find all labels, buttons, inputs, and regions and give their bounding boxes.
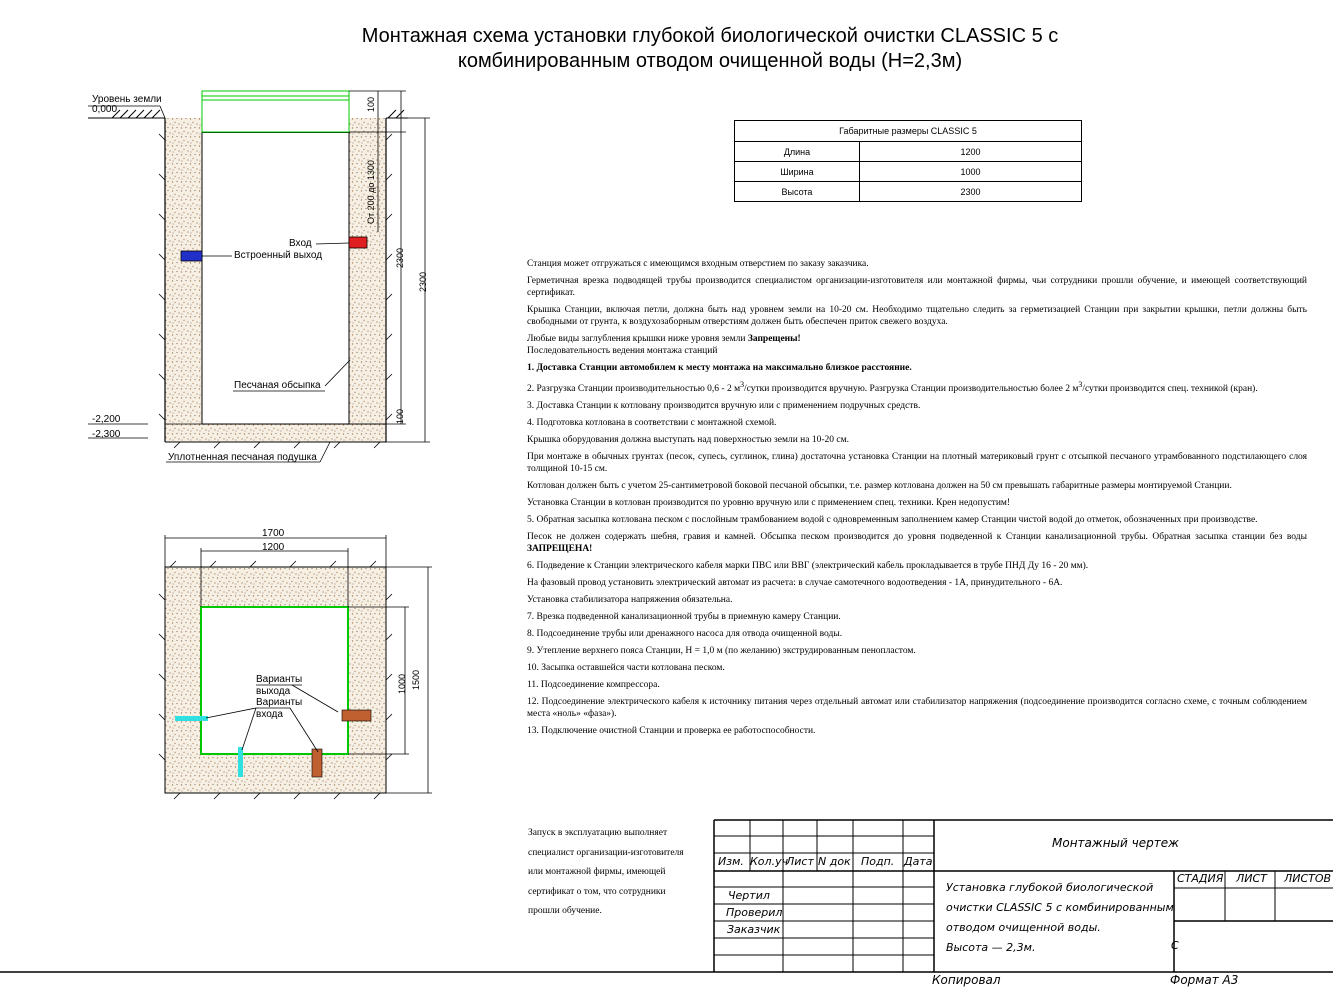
plan-inlet-variant-bottom [312,749,322,777]
dim-total-2300: 2300 [418,271,428,292]
dim-station-width: 1200 [262,542,285,553]
dim-pit-width: 1700 [262,528,285,539]
dim-row-name: Ширина [735,162,860,182]
dim-top-100: 100 [366,96,376,112]
dim-row-value: 1000 [860,162,1082,182]
ground-level-value: 0,000 [92,104,118,115]
plan-outlet-variant-bottom [238,747,243,777]
plan-view [159,535,432,799]
section-view [88,91,430,462]
note-paragraph: Станция может отгружаться с имеющимся входным отверстием по заказу заказчика. [527,259,869,269]
step-1: 1. Доставка Станции автомобилем к месту монтажа на максимально близкое расстояние. [527,363,912,373]
col-kol-uch: Кол.уч [750,855,789,868]
note-paragraph: Последовательность ведения монтажа станций [527,346,718,356]
note-text: Песок не должен содержать шебня, гравия и камней. Обсыпка песком производится до уровня подведенной к Станции канализационной трубы. Обратная засыпка станции без воды [527,532,1307,543]
col-data: Дата [904,855,933,868]
inlet-label: Вход [289,238,312,249]
dim-inlet-range: От 200 до 1300 [366,160,376,224]
desc-line-4: Высота — 2,3м. [946,941,1036,954]
note-paragraph [527,531,1307,555]
dim-row-value: 2300 [860,182,1082,202]
inlet-pipe [349,237,367,248]
cushion-label: Уплотненная песчаная подушка [168,452,317,463]
note-warning: Запрещены! [747,334,801,344]
sand-fill-label: Песчаная обсыпка [234,380,321,391]
note-paragraph: На фазовый провод установить электрический автомат из расчета: в случае самотечного водоотведения - 1А, принудительного - 6А. [527,578,1063,589]
level-2200: -2,200 [92,414,121,425]
step-4: 4. Подготовка котлована в соответствии с монтажной схемой. [527,418,777,429]
level-2300: -2,300 [92,429,121,440]
stage-value: С [1171,939,1179,952]
step-12: 12. Подсоединение электрического кабеля к источнику питания через отдельный автомат или стабилизатор напряжения (подсоединение производится согласно схеме, с точным соблюдением места «ноль» «фаза»). [527,697,1307,720]
note-text: /сутки производится вручную. Разгрузка Станции производительностью более 2 м [744,384,1079,395]
note-text: /сутки производится спец. техникой (кран). [1082,384,1258,395]
sheets-header: ЛИСТОВ [1284,872,1332,885]
station-lid [202,91,349,132]
dimensions-table [734,120,1082,202]
launch-note [528,824,713,922]
dim-row-name: Высота [735,182,860,202]
col-podp: Подп. [861,855,895,868]
desc-line-3: отводом очищенной воды. [946,921,1101,934]
step-9: 9. Утепление верхнего пояса Станции, Н = 1,0 м (по желанию) экструдированным пенопластом. [527,646,916,657]
doc-type: Монтажный чертеж [1052,836,1179,850]
checked-by: Проверил [726,906,783,919]
builtin-outlet-pipe [181,251,202,261]
note-paragraph: Крышка оборудования должна выступать над поверхностью земли на 10-20 см. [527,435,849,446]
step-7: 7. Врезка подведенной канализационной трубы в приемную камеру Станции. [527,612,841,623]
step-5: 5. Обратная засыпка котлована песком с послойным трамбованием водой с одновременным заполнением камер Станции чистой водой до отметок, обозначенных при производстве. [527,515,1258,526]
col-list: Лист [786,855,814,868]
outlet-variants-label-2: выхода [256,686,291,697]
builtin-outlet-label: Встроенный выход [234,250,323,261]
note-paragraph: При монтаже в обычных грунтах (песок, супесь, суглинок, глина) достаточна установка Станции на плотный материковый грунт с отсыпкой песчаного утрамбованного подстилающего слоя толщиной 10-15 см. [527,452,1307,475]
plan-inlet-variant-side [342,710,371,721]
ground-level-label: Уровень земли [92,94,162,105]
step-8: 8. Подсоединение трубы или дренажного насоса для отвода очищенной воды. [527,629,843,640]
note-paragraph: Герметичная врезка подводящей трубы производится специалистом организации-изготовителя или монтажной фирмы, чьи сотрудники прошли обучение, и имеющей соответствующий сертификат. [527,276,1307,298]
step-3: 3. Доставка Станции к котловану производится вручную или с применением подручных средств. [527,401,921,412]
dim-pit-length: 1500 [411,669,421,690]
step-6: 6. Подведение к Станции электрического кабеля марки ПВС или ВВГ (электрический кабель прокладывается в трубе ПНД Ду 16 - 20 мм). [527,561,1089,572]
step-11: 11. Подсоединение компрессора. [527,680,660,691]
note-paragraph: Установка Станции в котлован производится по уровню вручную или с применением спец. техники. Крен недопустим! [527,498,1011,509]
launch-note-line: сертификат о том, что сотрудники [528,886,666,897]
launch-note-line: прошли обучение. [528,906,602,916]
step-2 [527,379,1307,395]
col-izm: Изм. [718,855,744,868]
inlet-variants-label-1: Варианты [256,697,303,708]
dim-body-2300: 2300 [395,247,405,268]
dim-row-value: 1200 [860,142,1082,162]
note-warning: ЗАПРЕЩЕНА! [527,544,593,555]
title-line-1: Монтажная схема установки глубокой биологической очистки CLASSIC 5 с [361,25,1059,47]
dim-station-length: 1000 [397,673,407,694]
sheet-format: Формат А3 [1170,973,1239,987]
copied-by: Копировал [932,973,1001,987]
installation-notes [527,258,1307,742]
launch-note-line: специалист организации-изготовителя [528,847,684,858]
note-paragraph [527,333,1307,345]
plan-outlet-variant-side [175,716,208,721]
sheet-header: ЛИСТ [1236,872,1267,885]
desc-line-2: очистки CLASSIC 5 с комбинированным [946,901,1174,914]
dimensions-table-header: Габаритные размеры CLASSIC 5 [735,121,1082,142]
customer: Заказчик [727,923,781,936]
drawn-by: Чертил [728,889,770,902]
note-text: 2. Разгрузка Станции производительностью 0,6 - 2 м [527,384,741,395]
note-paragraph: Установка стабилизатора напряжения обязательна. [527,595,733,606]
inlet-variants-label-2: входа [256,709,283,720]
note-sup: 3 [740,380,745,389]
title-line-2: комбинированным отводом очищенной воды (Н=2,3м) [457,50,963,72]
dim-row-name: Длина [735,142,860,162]
launch-note-line: или монтажной фирмы, имеющей [528,867,666,877]
col-n-dok: N док [818,855,851,868]
desc-line-1: Установка глубокой биологической [946,881,1154,894]
stage-header: СТАДИЯ [1177,872,1224,885]
note-paragraph: Крышка Станции, включая петли, должна быть над уровнем земли на 10-20 см. Необходимо тщательно следить за герметизацией Станции при закрытии крышки, петли должны быть свободными от грунта, к воздухозаборным отверстиям должен быть обеспечен приток свежего воздуха. [527,305,1307,327]
note-paragraph: Котлован должен быть с учетом 25-сантиметровой боковой песчаной обсыпки, т.е. размер котлована должен на 50 см превышать габаритные размеры монтируемой Станции. [527,481,1232,492]
outlet-variants-label-1: Варианты [256,674,303,685]
launch-note-line: Запуск в эксплуатацию выполняет [528,828,668,838]
note-text: Любые виды заглубления крышки ниже уровня земли [527,334,748,344]
note-sup: 3 [1078,380,1083,389]
step-13: 13. Подключение очистной Станции и проверка ее работоспособности. [527,726,816,737]
step-10: 10. Засыпка оставшейся части котлована песком. [527,663,725,674]
dim-bottom-100: 100 [395,408,405,424]
